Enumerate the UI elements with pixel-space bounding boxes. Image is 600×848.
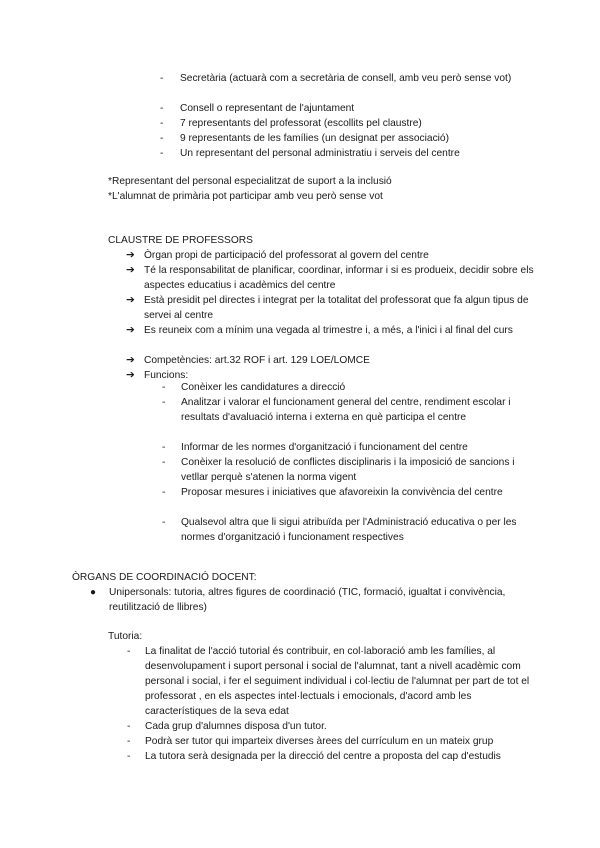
claustre-heading: CLAUSTRE DE PROFESSORS	[108, 235, 253, 246]
arrow-icon: ➔	[126, 354, 135, 366]
list-item: - Un representant del personal administratiu i serveis del centre	[160, 148, 460, 159]
note-inclusion: *Representant del personal especialitzat de suport a la inclusió	[108, 176, 392, 187]
arrow-icon: ➔	[126, 264, 135, 276]
list-item: - Proposar mesures i iniciatives que afavoreixin la convivència del centre	[162, 487, 503, 498]
dash-marker: -	[127, 736, 131, 747]
bullet-icon: ●	[90, 587, 97, 598]
tutoria-list	[127, 644, 532, 779]
note-primaria: *L'alumnat de primària pot participar amb veu però sense vot	[108, 191, 383, 202]
notes	[108, 174, 528, 204]
arrow-icon: ➔	[126, 294, 135, 306]
claustre-list	[126, 248, 536, 383]
list-item: - Conèixer les candidatures a direcció	[162, 382, 346, 393]
list-item: ➔ Funcions:	[126, 369, 189, 381]
list-item: ➔ Està presidit pel directes i integrat per la totalitat del professorat que fa algun tipus de servei al centre	[126, 294, 529, 321]
dash-marker: -	[162, 487, 166, 498]
arrow-icon: ➔	[126, 324, 135, 336]
list-item: ➔ Òrgan propi de participació del professorat al govern del centre	[126, 249, 429, 261]
funcions-list	[162, 380, 524, 545]
list-item: - La finalitat de l'acció tutorial és contribuir, en col·laboració amb les famílies, al desenvolupament i suport personal i social de l'alumnat, tant a nivell acadèmic com personal i social, i fer el seguiment individual i col·lectiu de l'alumnat per part de tot el professorat , en els aspectes intel·lectuals i emocionals, d'acord amb les característiques de la seva edat	[127, 646, 530, 717]
dash-marker: -	[162, 397, 166, 408]
tutoria-heading: Tutoria:	[108, 631, 143, 642]
dash-marker: -	[160, 103, 164, 114]
list-item: - Analitzar i valorar el funcionament general del centre, rendiment escolar i resultats d'avaluació interna i externa en què participa el centre	[162, 397, 511, 423]
consell-member-list	[160, 71, 540, 161]
list-item: - La tutora serà designada per la direcció del centre a proposta del cap d'estudis	[127, 751, 501, 762]
list-item: - Cada grup d'alumnes disposa d'un tutor.	[127, 721, 327, 732]
list-item: - Informar de les normes d'organització i funcionament del centre	[162, 442, 468, 453]
list-item: ➔ Té la responsabilitat de planificar, coordinar, informar i si es produeix, decidir sobre els aspectes educatius i acadèmics del centre	[126, 264, 534, 291]
arrow-icon: ➔	[126, 249, 135, 261]
dash-marker: -	[162, 457, 166, 468]
dash-marker: -	[160, 148, 164, 159]
list-item: - 9 representants de les famílies (un designat per associació)	[160, 133, 449, 144]
list-item: - Secretària (actuarà com a secretària de consell, amb veu però sense vot)	[160, 73, 512, 84]
dash-marker: -	[162, 382, 166, 393]
list-item: - Conèixer la resolució de conflictes disciplinaris i la imposició de sancions i vetllar perquè s'atenen la norma vigent	[162, 457, 515, 483]
arrow-icon: ➔	[126, 369, 135, 381]
list-item: ➔ Es reuneix com a mínim una vegada al trimestre i, a més, a l'inici i al final del curs	[126, 324, 513, 336]
list-item: - Consell o representant de l'ajuntament	[160, 103, 355, 114]
dash-marker: -	[127, 751, 131, 762]
dash-marker: -	[127, 646, 131, 657]
dash-marker: -	[160, 118, 164, 129]
dash-marker: -	[160, 73, 164, 84]
dash-marker: -	[160, 133, 164, 144]
list-item: - Podrà ser tutor qui imparteix diverses àrees del currículum en un mateix grup	[127, 736, 494, 747]
dash-marker: -	[162, 517, 166, 528]
dash-marker: -	[127, 721, 131, 732]
dash-marker: -	[162, 442, 166, 453]
unipersonals-item: ● Unipersonals: tutoria, altres figures de coordinació (TIC, formació, igualtat i convivència, reutilització de llibres)	[90, 587, 506, 613]
list-item: - Qualsevol altra que li sigui atribuïda per l'Administració educativa o per les normes d'organització i funcionament respectives	[162, 517, 517, 543]
list-item: ➔ Competències: art.32 ROF i art. 129 LOE/LOMCE	[126, 354, 370, 366]
organs-heading: ÒRGANS DE COORDINACIÓ DOCENT:	[72, 572, 257, 583]
list-item: - 7 representants del professorat (escollits pel claustre)	[160, 118, 422, 129]
